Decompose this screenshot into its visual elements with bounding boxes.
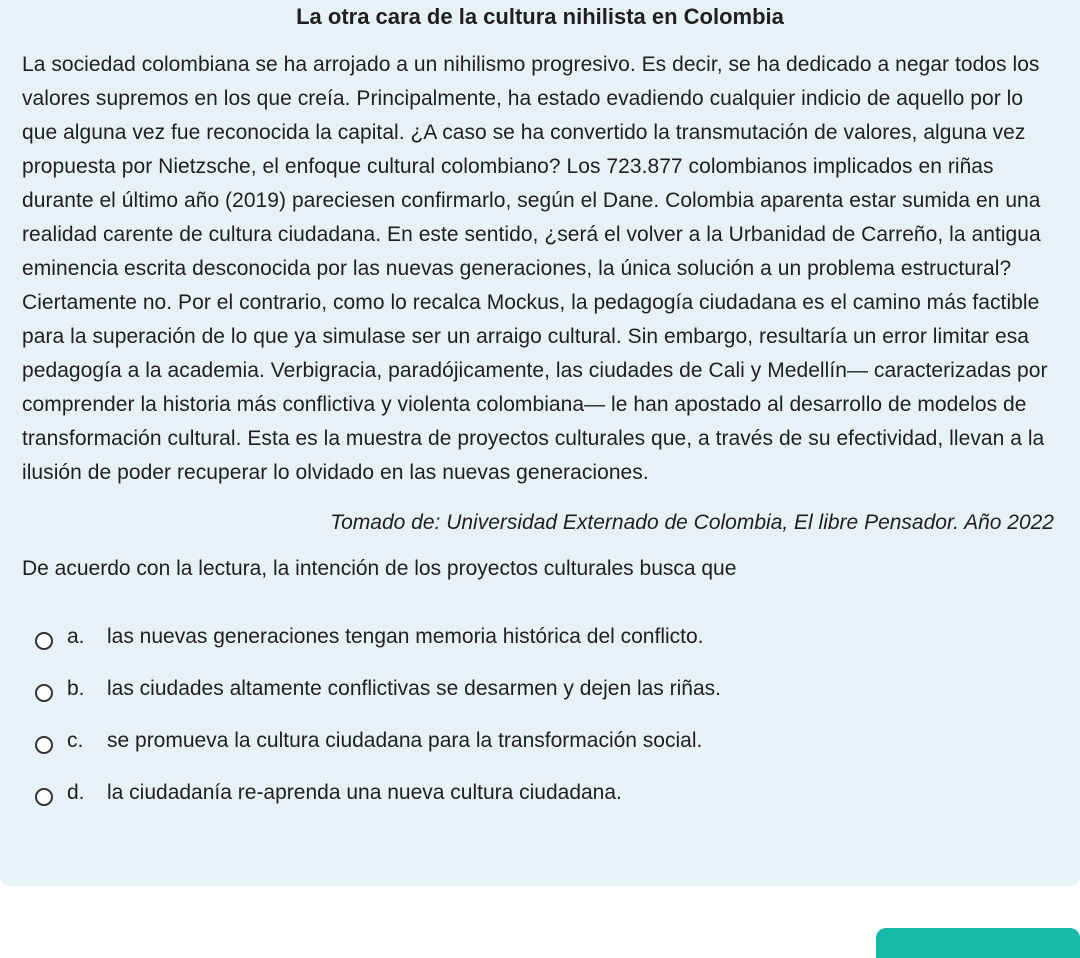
option-text: las nuevas generaciones tengan memoria histórica del conflicto.: [107, 625, 704, 648]
radio-button-icon[interactable]: [35, 788, 53, 806]
option-text: se promueva la cultura ciudadana para la transformación social.: [107, 729, 703, 752]
radio-button-icon[interactable]: [35, 684, 53, 702]
option-text: las ciudades altamente conflictivas se desarmen y dejen las riñas.: [107, 677, 721, 700]
next-button[interactable]: [876, 928, 1080, 958]
option-letter: c.: [67, 729, 84, 752]
answer-options: [22, 620, 1058, 810]
option-c[interactable]: [35, 724, 1058, 758]
option-text: la ciudadanía re-aprenda una nueva cultura ciudadana.: [107, 781, 622, 804]
reading-title: La otra cara de la cultura nihilista en Colombia: [296, 4, 784, 29]
reading-passage: La sociedad colombiana se ha arrojado a un nihilismo progresivo. Es decir, se ha dedicado a negar todos los valores supremos en los que creía. Principalmente, ha estado evadiendo cualquier indicio de aquello por lo que alguna vez fue reconocida la capital. ¿A caso se ha convertido la transmutación de valores, alguna vez propuesta por Nietzsche, el enfoque cultural colombiano? Los 723.877 colombianos implicados en riñas durante el último año (2019) pareciesen confirmarlo, según el Dane. Colombia aparenta estar sumida en una realidad carente de cultura ciudadana. En este sentido, ¿será el volver a la Urbanidad de Carreño, la antigua eminencia escrita desconocida por las nuevas generaciones, la única solución a un problema estructural? Ciertamente no. Por el contrario, como lo recalca Mockus, la pedagogía ciudadana es el camino más factible para la superación de lo que ya simulase ser un arraigo cultural. Sin embargo, resultaría un error limitar esa pedagogía a la academia. Verbigracia, paradójicamente, las ciudades de Cali y Medellín— caracterizadas por comprender la historia más conflictiva y violenta colombiana— le han apostado al desarrollo de modelos de transformación cultural. Esta es la muestra de proyectos culturales que, a través de su efectividad, llevan a la ilusión de poder recuperar lo olvidado en las nuevas generaciones.: [22, 53, 1048, 484]
option-d[interactable]: [35, 776, 1058, 810]
option-letter: d.: [67, 781, 85, 804]
reading-source: Tomado de: Universidad Externado de Colombia, El libre Pensador. Año 2022: [330, 511, 1054, 534]
question-prompt: De acuerdo con la lectura, la intención de los proyectos culturales busca que: [22, 557, 737, 580]
radio-button-icon[interactable]: [35, 736, 53, 754]
option-b[interactable]: [35, 672, 1058, 706]
option-a[interactable]: [35, 620, 1058, 654]
option-letter: b.: [67, 677, 85, 700]
option-letter: a.: [67, 625, 85, 648]
radio-button-icon[interactable]: [35, 632, 53, 650]
